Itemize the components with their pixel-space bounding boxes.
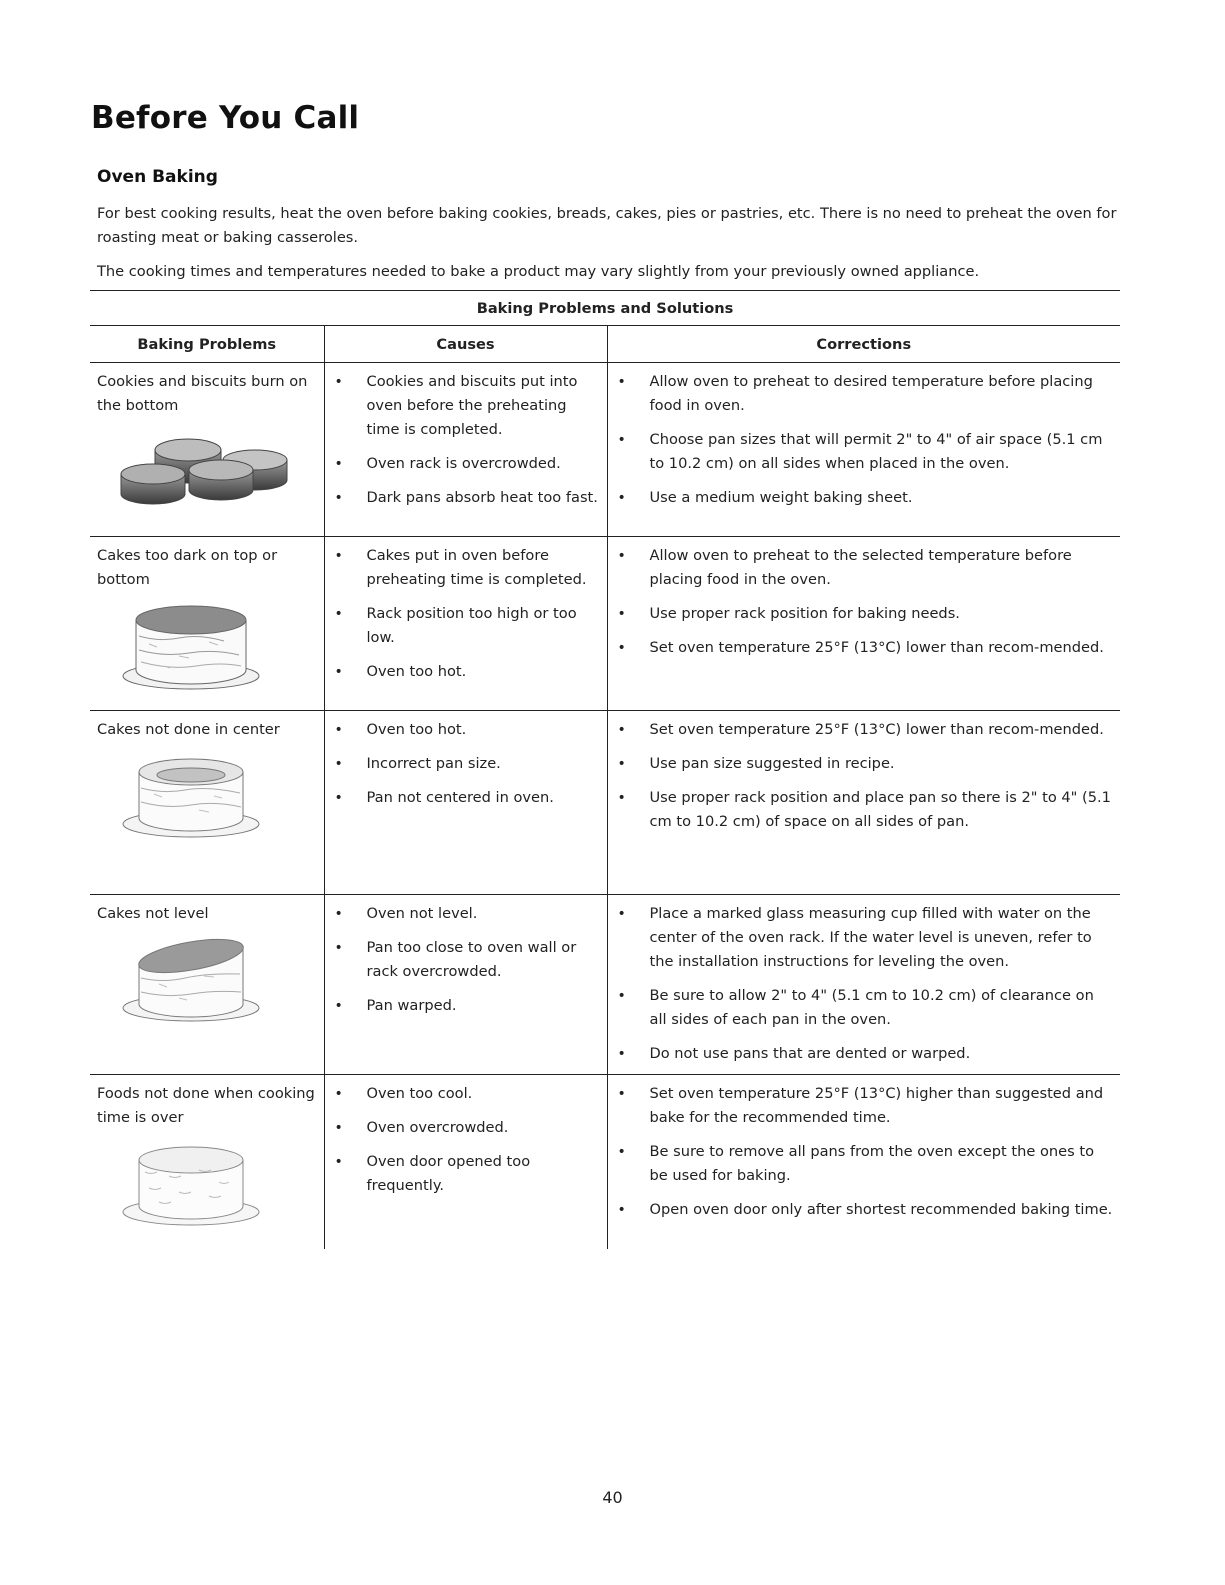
cause-item: • Oven too hot. [325, 718, 601, 742]
cause-item: • Oven rack is overcrowded. [325, 452, 601, 476]
section-title: Oven Baking [97, 167, 218, 187]
problem-cell [90, 1075, 324, 1249]
correction-item: • Choose pan sizes that will permit 2" to 4" of air space (5.1 cm to 10.2 cm) on all sides when placed in the oven. [608, 428, 1115, 476]
sunken-cake-icon [119, 754, 269, 840]
corrections-cell [607, 1075, 1120, 1249]
correction-item: • Set oven temperature 25°F (13°C) lower than recom-mended. [608, 636, 1115, 660]
problem-cell [90, 537, 324, 711]
corrections-cell [607, 363, 1120, 537]
problem-text: Cookies and biscuits burn on the bottom [97, 373, 308, 414]
correction-item: • Allow oven to preheat to the selected temperature before placing food in the oven. [608, 544, 1115, 592]
problem-text: Cakes not done in center [97, 721, 280, 738]
cause-item: • Oven door opened too frequently. [325, 1150, 601, 1198]
cause-item: • Oven not level. [325, 902, 601, 926]
causes-cell [324, 1075, 607, 1249]
problem-cell [90, 711, 324, 895]
cause-item: • Oven too cool. [325, 1082, 601, 1106]
correction-item: • Set oven temperature 25°F (13°C) higher than suggested and bake for the recommended time. [608, 1082, 1115, 1130]
table-caption: Baking Problems and Solutions [90, 291, 1120, 326]
correction-item: • Open oven door only after shortest recommended baking time. [608, 1198, 1115, 1222]
cause-item: • Incorrect pan size. [325, 752, 601, 776]
correction-item: • Use proper rack position and place pan so there is 2" to 4" (5.1 cm to 10.2 cm) of space on all sides of pan. [608, 786, 1115, 834]
intro-paragraph: For best cooking results, heat the oven before baking cookies, breads, cakes, pies or pastries, etc. There is no need to preheat the oven for roasting meat or baking casseroles. [97, 205, 1117, 246]
cause-item: • Oven overcrowded. [325, 1116, 601, 1140]
cause-item: • Rack position too high or too low. [325, 602, 601, 650]
causes-cell [324, 537, 607, 711]
causes-cell [324, 363, 607, 537]
table-row [90, 1075, 1120, 1249]
table-row [90, 711, 1120, 895]
problem-text: Foods not done when cooking time is over [97, 1085, 315, 1126]
dark-cake-icon [119, 604, 269, 692]
corrections-cell [607, 895, 1120, 1075]
causes-cell [324, 711, 607, 895]
cause-item: • Oven too hot. [325, 660, 601, 684]
table-row [90, 895, 1120, 1075]
problem-text: Cakes not level [97, 905, 209, 922]
cause-item: • Cookies and biscuits put into oven before the preheating time is completed. [325, 370, 601, 442]
correction-item: • Use proper rack position for baking needs. [608, 602, 1115, 626]
correction-item: • Place a marked glass measuring cup filled with water on the center of the oven rack. If the water level is uneven, refer to the installation instructions for leveling the oven. [608, 902, 1115, 974]
correction-item: • Be sure to remove all pans from the oven except the ones to be used for baking. [608, 1140, 1115, 1188]
table-row [90, 537, 1120, 711]
intro-note: The cooking times and temperatures needed to bake a product may vary slightly from your previously owned appliance. [97, 263, 980, 280]
causes-cell [324, 895, 607, 1075]
page-title: Before You Call [91, 100, 360, 136]
correction-item: • Use a medium weight baking sheet. [608, 486, 1115, 510]
cause-item: • Pan too close to oven wall or rack overcrowded. [325, 936, 601, 984]
header-corrections: Corrections [607, 326, 1120, 363]
correction-item: • Set oven temperature 25°F (13°C) lower than recom-mended. [608, 718, 1115, 742]
cause-item: • Dark pans absorb heat too fast. [325, 486, 601, 510]
cause-item: • Cakes put in oven before preheating time is completed. [325, 544, 601, 592]
cookies-on-sheet-icon [119, 430, 299, 512]
problem-text: Cakes too dark on top or bottom [97, 547, 278, 588]
header-baking-problems: Baking Problems [90, 326, 324, 363]
correction-item: • Allow oven to preheat to desired temperature before placing food in oven. [608, 370, 1115, 418]
problem-cell [90, 363, 324, 537]
page-number: 40 [602, 1488, 623, 1507]
tilted-cake-icon [119, 938, 269, 1024]
header-causes: Causes [324, 326, 607, 363]
correction-item: • Do not use pans that are dented or warped. [608, 1042, 1115, 1066]
baking-problems-table [90, 290, 1120, 1249]
corrections-cell [607, 537, 1120, 711]
cause-item: • Pan warped. [325, 994, 601, 1018]
correction-item: • Be sure to allow 2" to 4" (5.1 cm to 10.2 cm) of clearance on all sides of each pan in the oven. [608, 984, 1115, 1032]
table-row [90, 363, 1120, 537]
correction-item: • Use pan size suggested in recipe. [608, 752, 1115, 776]
cause-item: • Pan not centered in oven. [325, 786, 601, 810]
pale-cake-icon [119, 1142, 269, 1228]
problem-cell [90, 895, 324, 1075]
corrections-cell [607, 711, 1120, 895]
